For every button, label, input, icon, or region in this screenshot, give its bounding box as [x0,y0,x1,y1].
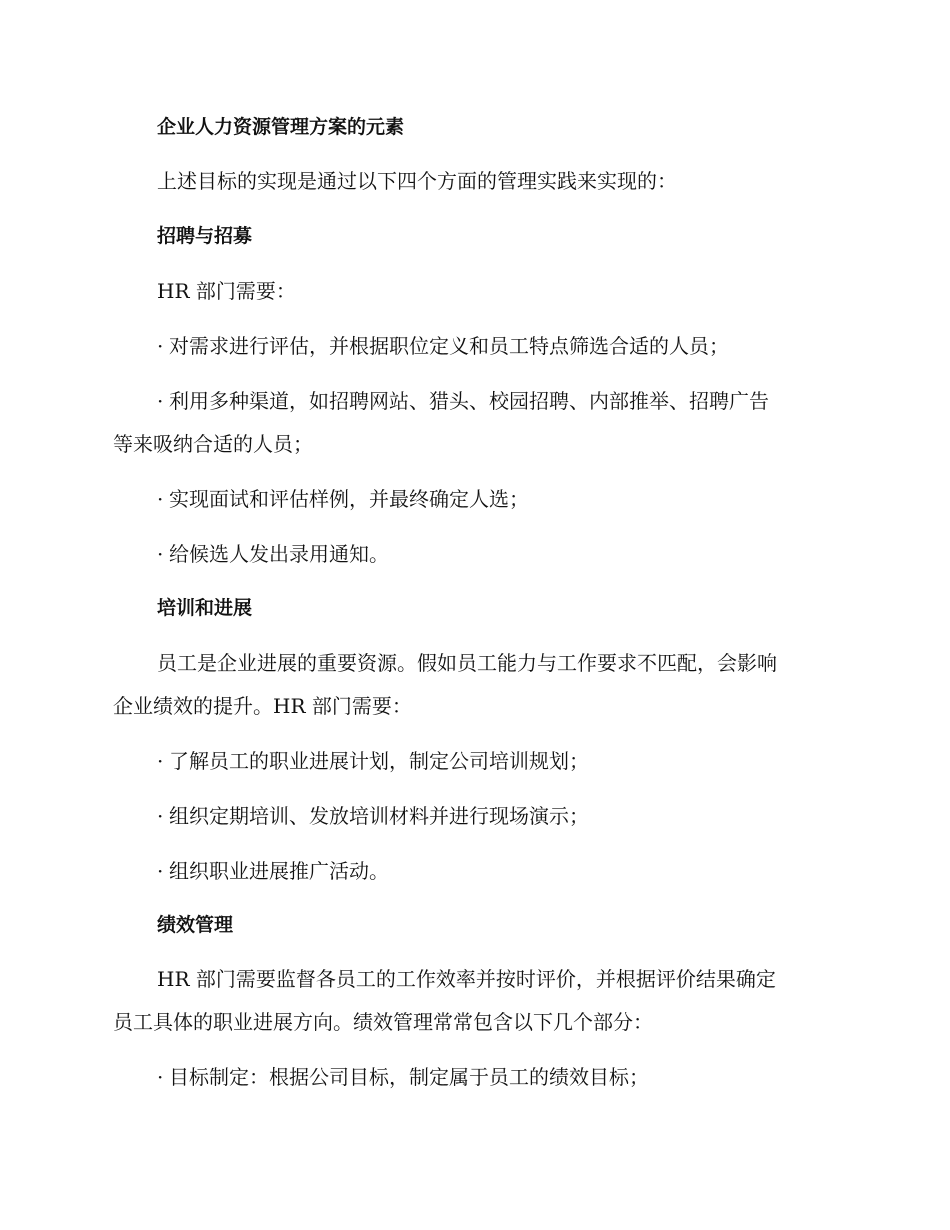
training-paragraph-line2: 企业绩效的提升。HR 部门需要： [113,694,412,718]
performance-paragraph-line2: 员工具体的职业进展方向。绩效管理常常包含以下几个部分： [113,1010,653,1034]
bullet-icon: · [157,542,164,566]
bullet-icon: · [157,749,164,773]
list-item [157,538,837,570]
recruit-lead: HR 部门需要： [157,279,296,303]
list-item-text: 对需求进行评估，并根据职位定义和员工特点筛选合适的人员； [169,334,729,358]
list-item-continuation: 等来吸纳合适的人员； [113,432,313,456]
training-paragraph-line1: 员工是企业进展的重要资源。假如员工能力与工作要求不匹配，会影响 [157,651,777,675]
subsection-heading-training: 培训和进展 [157,597,253,619]
list-item [157,800,837,832]
list-item-text: 实现面试和评估样例，并最终确定人选； [169,487,529,511]
list-item-text: 组织职业进展推广活动。 [169,859,389,883]
subsection-heading-recruit: 招聘与招募 [157,225,253,247]
intro-paragraph: 上述目标的实现是通过以下四个方面的管理实践来实现的： [157,169,677,193]
list-item-text: 给候选人发出录用通知。 [169,542,389,566]
bullet-icon: · [157,1065,164,1089]
bullet-icon: · [157,487,164,511]
list-item [157,745,837,777]
list-item-text: 利用多种渠道，如招聘网站、猎头、校园招聘、内部推举、招聘广告 [169,389,769,413]
list-item-text: 目标制定：根据公司目标，制定属于员工的绩效目标； [169,1065,649,1089]
list-item [157,1061,837,1093]
bullet-icon: · [157,804,164,828]
section-heading: 企业人力资源管理方案的元素 [157,116,405,138]
bullet-icon: · [157,389,164,413]
list-item [157,385,837,417]
list-item [157,483,837,515]
list-item-text: 组织定期培训、发放培训材料并进行现场演示； [169,804,589,828]
performance-paragraph-line1: HR 部门需要监督各员工的工作效率并按时评价，并根据评价结果确定 [157,967,776,991]
list-item [157,330,837,362]
list-item-text: 了解员工的职业进展计划，制定公司培训规划； [169,749,589,773]
bullet-icon: · [157,859,164,883]
bullet-icon: · [157,334,164,358]
subsection-heading-performance: 绩效管理 [157,914,234,936]
list-item [157,855,837,887]
